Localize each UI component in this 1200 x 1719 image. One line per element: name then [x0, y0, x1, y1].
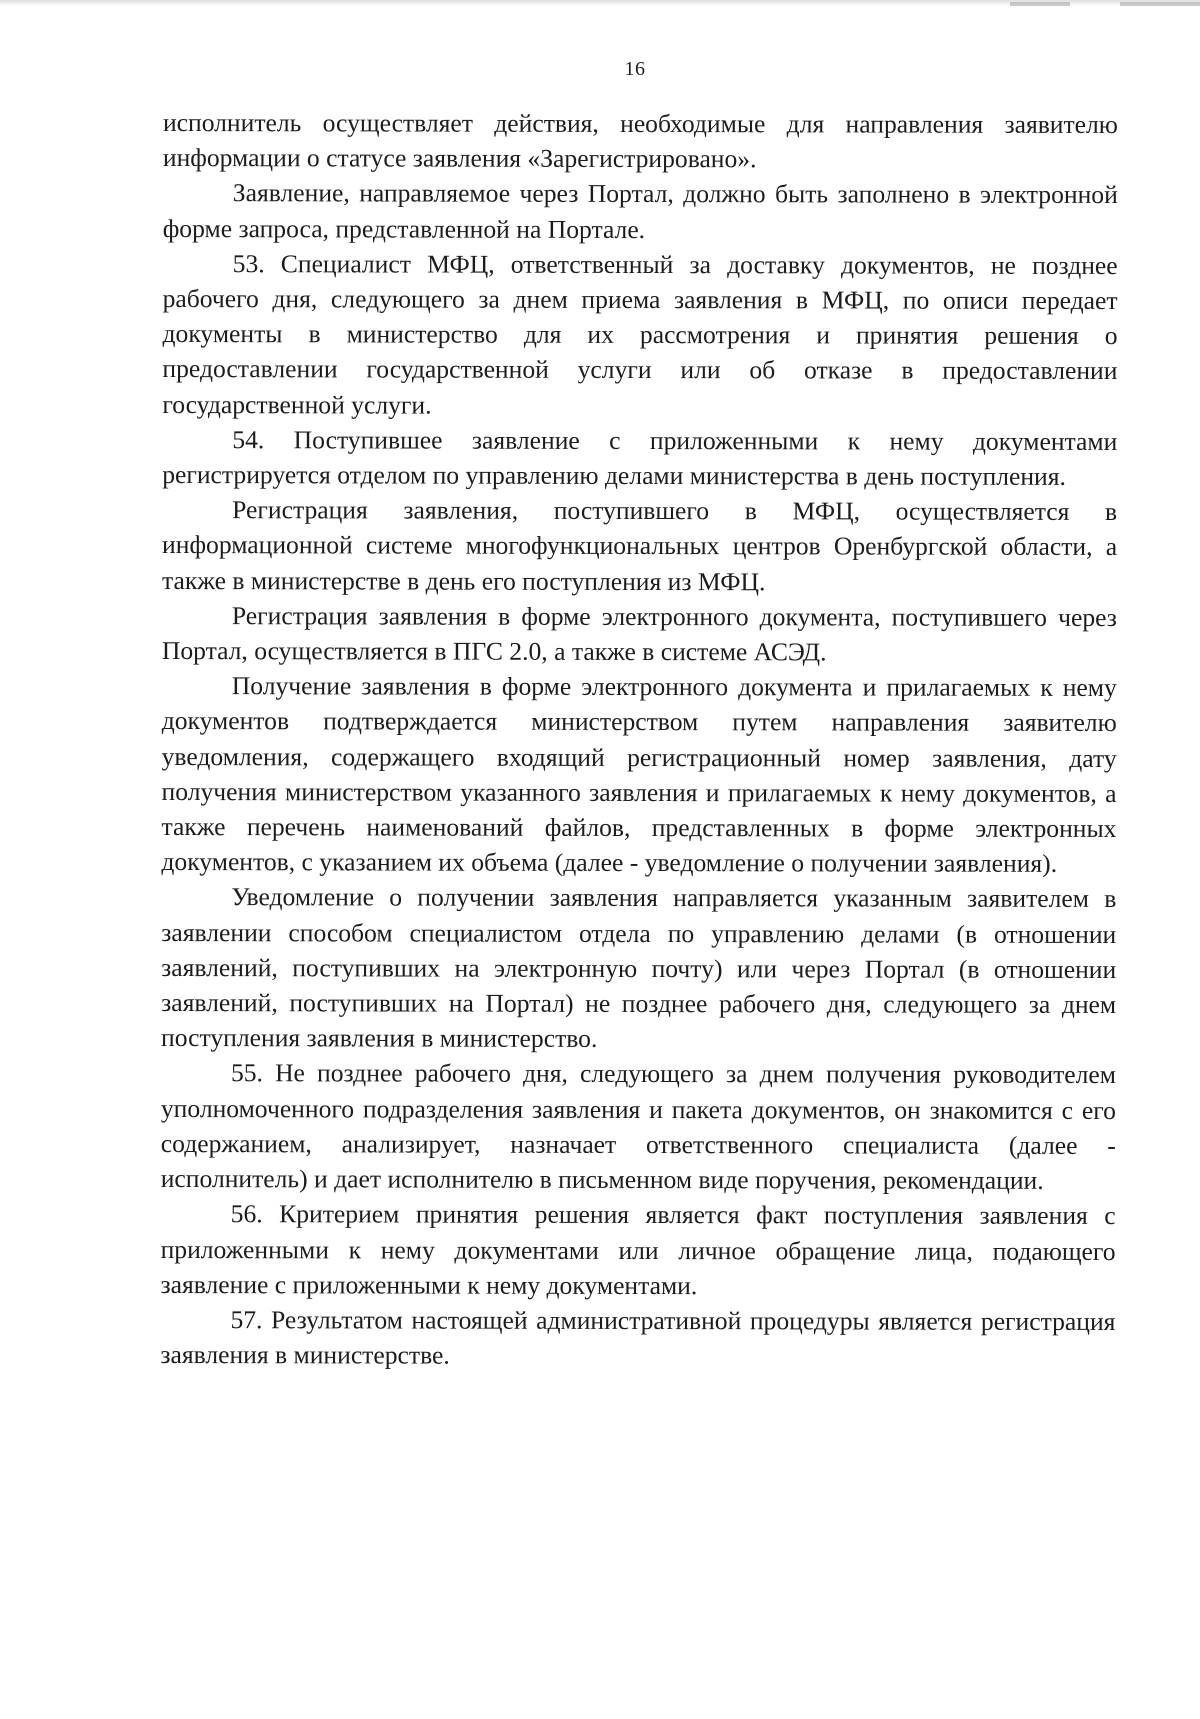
- page-number: 16: [624, 58, 646, 80]
- paragraph: Регистрация заявления, поступившего в МФЦ, осуществляется в информационной системе многофункциональных центров Оренбургской области, а также в министерстве в день его поступления из МФЦ.: [161, 495, 1118, 596]
- paragraph-item-55: 55. Не позднее рабочего дня, следующего за днем получения руководителем уполномоченного подразделения заявления и пакета документов, он знакомится с его содержанием, анализирует, назначает ответственного специалиста (далее - исполнитель) и дает исполнителю в письменном виде поручения, рекомендации.: [160, 1058, 1117, 1195]
- paragraph-item-56: 56. Критерием принятия решения является факт поступления заявления с приложенными к нему документами или личное обращение лица, подающего заявление с приложенными к нему документами.: [160, 1199, 1116, 1300]
- paragraph: Регистрация заявления в форме электронного документа, поступившего через Портал, осуществляется в ПГС 2.0, а также в системе АСЭД.: [161, 600, 1117, 667]
- paragraph-item-53: 53. Специалист МФЦ, ответственный за доставку документов, не позднее рабочего дня, следующего за днем приема заявления в МФЦ, по описи передает документы в министерство для их рассмотрения и принятия решения о предоставлении государственной услуги или об отказе в предоставлении государственной услуги.: [162, 248, 1118, 420]
- document-body: [160, 105, 1118, 1374]
- paragraph-item-57: 57. Результатом настоящей административной процедуры является регистрация заявления в министерстве.: [160, 1305, 1116, 1370]
- paragraph: Уведомление о получении заявления направляется указанным заявителем в заявлении способом специалистом отдела по управлению делами (в отношении заявлений, поступивших на электронную почту) или через Портал (в отношении заявлений, поступивших на Портал) не позднее рабочего дня, следующего за днем поступления заявления в министерство.: [161, 882, 1117, 1054]
- paragraph: Получение заявления в форме электронного документа и прилагаемых к нему документов подтверждается министерством путем направления заявителю уведомления, содержащего входящий регистрационный номер заявления, дату получения министерством указанного заявления и прилагаемых к нему документов, а также перечень наименований файлов, представленных в форме электронных документов, с указанием их объема (далее - уведомление о получении заявления).: [161, 671, 1117, 879]
- scan-artifact: [1010, 2, 1070, 6]
- paragraph: Заявление, направляемое через Портал, должно быть заполнено в электронной форме запроса, представленной на Портале.: [162, 178, 1118, 244]
- paragraph: исполнитель осуществляет действия, необходимые для направления заявителю информации о статусе заявления «Зарегистрировано».: [162, 107, 1118, 174]
- paragraph-item-54: 54. Поступившее заявление с приложенными к нему документами регистрируется отделом по управлению делами министерства в день поступления.: [162, 424, 1118, 491]
- scan-artifact: [1120, 2, 1200, 6]
